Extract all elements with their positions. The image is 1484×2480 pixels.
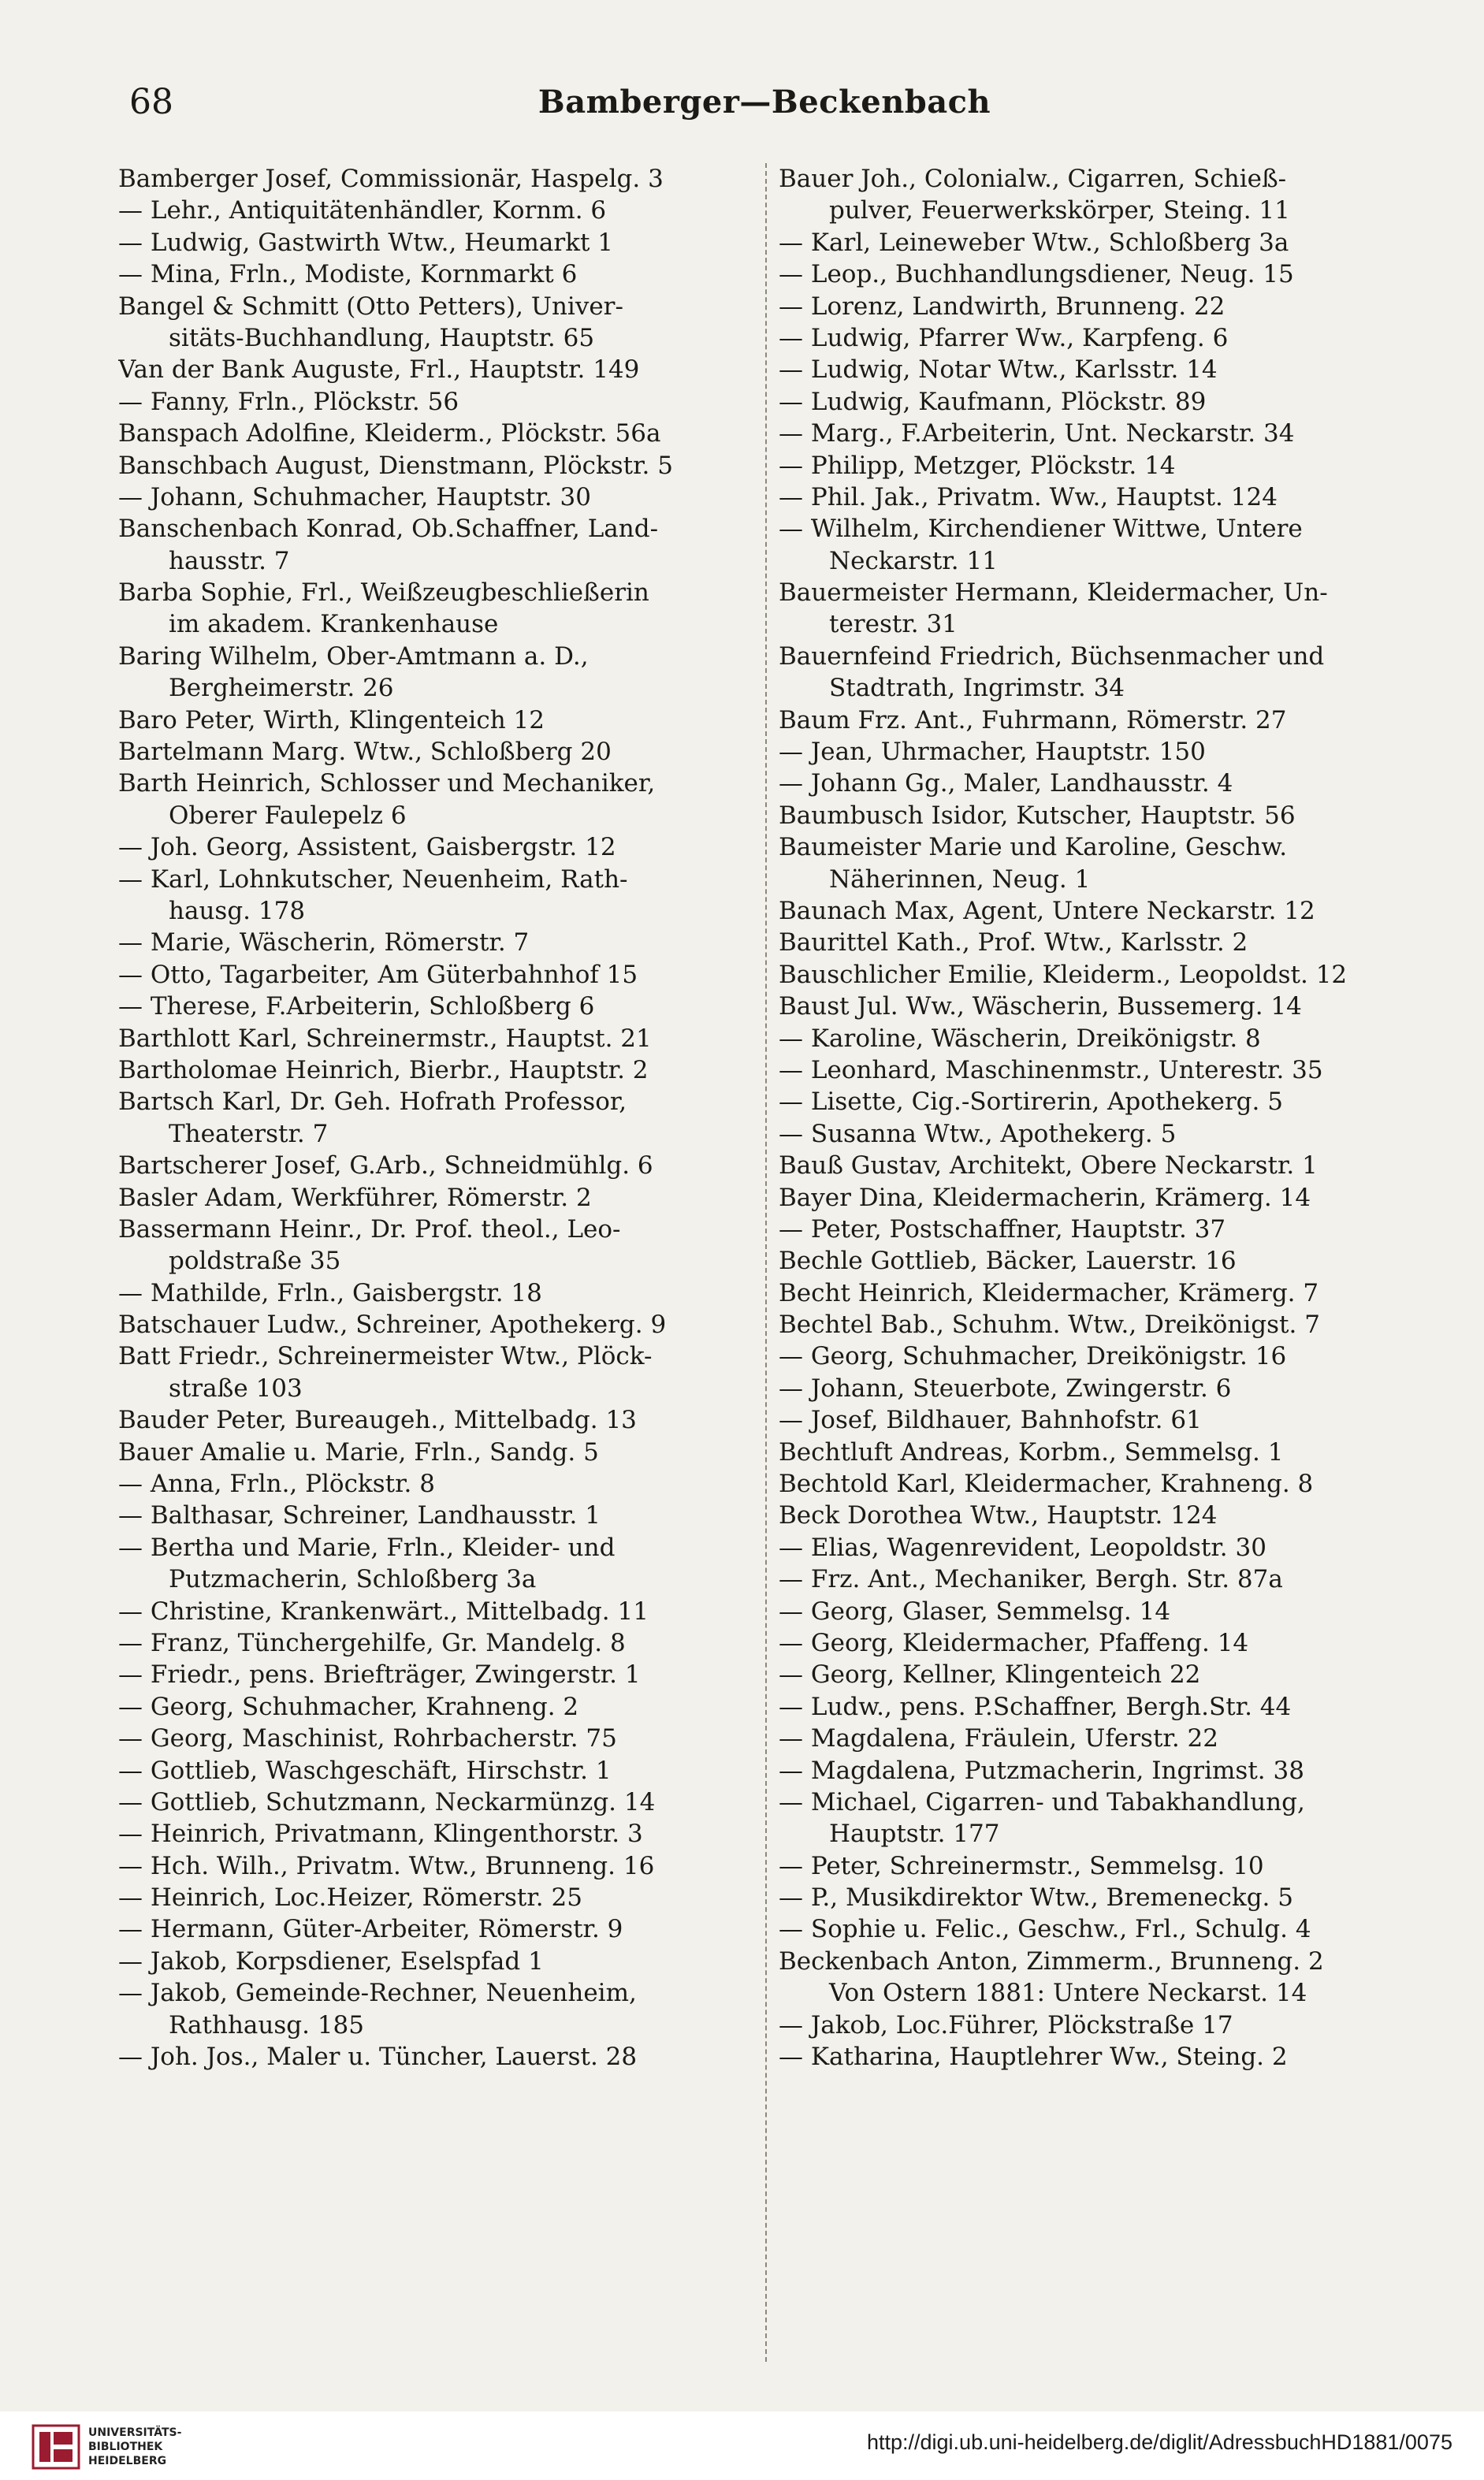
- directory-entry: — Fanny, Frln., Plöckstr. 56: [118, 387, 459, 416]
- directory-entry: Bassermann Heinr., Dr. Prof. theol., Leo-: [118, 1214, 621, 1244]
- entry-continuation: pulver, Feuerwerkskörper, Steing. 11: [829, 196, 1290, 225]
- directory-entry: Bamberger Josef, Commissionär, Haspelg. 3: [118, 165, 664, 193]
- directory-entry: — Jakob, Korpsdiener, Eselspfad 1: [118, 1946, 544, 1976]
- directory-entry: Barth Heinrich, Schlosser und Mechaniker,: [118, 769, 656, 798]
- directory-entry: — Wilhelm, Kirchendiener Wittwe, Untere: [779, 515, 1303, 544]
- directory-entry: — Hermann, Güter-Arbeiter, Römerstr. 9: [118, 1915, 623, 1944]
- directory-entry: Bechtold Karl, Kleidermacher, Krahneng. 8: [779, 1470, 1314, 1499]
- directory-entry: — Georg, Schuhmacher, Krahneng. 2: [118, 1692, 579, 1721]
- entry-continuation: Bergheimerstr. 26: [169, 674, 394, 703]
- directory-entry: Bartscherer Josef, G.Arb., Schneidmühlg. 6: [118, 1151, 653, 1181]
- entry-continuation: hausstr. 7: [169, 546, 290, 575]
- directory-entry: — Joh. Georg, Assistent, Gaisbergstr. 12: [118, 833, 616, 862]
- directory-entry: Baumbusch Isidor, Kutscher, Hauptstr. 56: [779, 801, 1296, 830]
- directory-entry: Bartholomae Heinrich, Bierbr., Hauptstr. 2: [118, 1055, 649, 1084]
- directory-entry: — Peter, Schreinermstr., Semmelsg. 10: [779, 1851, 1264, 1880]
- directory-entry: — Hch. Wilh., Privatm. Wtw., Brunneng. 16: [118, 1851, 655, 1880]
- directory-entry: — Therese, F.Arbeiterin, Schloßberg 6: [118, 992, 595, 1021]
- directory-entry: Baurittel Kath., Prof. Wtw., Karlsstr. 2: [779, 928, 1248, 957]
- directory-entry: — Jakob, Loc.Führer, Plöckstraße 17: [779, 2010, 1233, 2039]
- directory-entry: — Magdalena, Fräulein, Uferstr. 22: [779, 1724, 1218, 1753]
- column-divider: [765, 163, 767, 2362]
- directory-entry: — Philipp, Metzger, Plöckstr. 14: [779, 451, 1176, 480]
- directory-entry: Bangel & Schmitt (Otto Petters), Univer-: [118, 292, 623, 321]
- directory-entry: — Georg, Schuhmacher, Dreikönigstr. 16: [779, 1342, 1287, 1371]
- directory-entry: Bechtel Bab., Schuhm. Wtw., Dreikönigst. 7: [779, 1311, 1320, 1340]
- directory-entry: — Ludwig, Gastwirth Wtw., Heumarkt 1: [118, 228, 614, 257]
- logo-line: BIBLIOTHEK: [88, 2441, 163, 2453]
- directory-entry: Barthlott Karl, Schreinermstr., Hauptst. 21: [118, 1024, 652, 1053]
- directory-entry: — Karl, Leineweber Wtw., Schloßberg 3a: [779, 228, 1289, 257]
- directory-entry: Batt Friedr., Schreinermeister Wtw., Plöck-: [118, 1342, 653, 1371]
- directory-entry: — Michael, Cigarren- und Tabakhandlung,: [779, 1787, 1305, 1816]
- source-url-link[interactable]: http://digi.ub.uni-heidelberg.de/diglit/AdressbuchHD1881/0075: [866, 2430, 1452, 2454]
- directory-entry: — Mina, Frln., Modiste, Kornmarkt 6: [118, 260, 578, 289]
- directory-entry: Bauschlicher Emilie, Kleiderm., Leopoldst. 12: [779, 960, 1348, 989]
- directory-entry: — Georg, Glaser, Semmelsg. 14: [779, 1597, 1171, 1626]
- directory-entry: Batschauer Ludw., Schreiner, Apothekerg. 9: [118, 1311, 667, 1340]
- page-number: 68: [129, 82, 173, 122]
- directory-entry: — Marie, Wäscherin, Römerstr. 7: [118, 928, 530, 957]
- library-seal-icon: [32, 2424, 80, 2470]
- directory-entry: Bayer Dina, Kleidermacherin, Krämerg. 14: [779, 1183, 1311, 1212]
- directory-entry: Baring Wilhelm, Ober-Amtmann a. D.,: [118, 641, 589, 671]
- directory-entry: — Bertha und Marie, Frln., Kleider- und: [118, 1533, 616, 1562]
- directory-entry: Bauß Gustav, Architekt, Obere Neckarstr. 1: [779, 1151, 1318, 1181]
- directory-entry: — Peter, Postschaffner, Hauptstr. 37: [779, 1214, 1226, 1244]
- directory-entry: — Jakob, Gemeinde-Rechner, Neuenheim,: [118, 1979, 637, 2008]
- library-logo[interactable]: [32, 2421, 236, 2473]
- directory-entry: Bechtluft Andreas, Korbm., Semmelsg. 1: [779, 1437, 1284, 1467]
- entry-continuation: Hauptstr. 177: [829, 1820, 1000, 1849]
- directory-entry: — Heinrich, Loc.Heizer, Römerstr. 25: [118, 1883, 582, 1913]
- directory-entry: Beck Dorothea Wtw., Hauptstr. 124: [779, 1501, 1218, 1530]
- entry-continuation: im akadem. Krankenhause: [169, 610, 499, 639]
- entry-continuation: sitäts-Buchhandlung, Hauptstr. 65: [169, 323, 595, 352]
- directory-entry: Baunach Max, Agent, Untere Neckarstr. 12: [779, 896, 1315, 925]
- directory-entry: Banschbach August, Dienstmann, Plöckstr. 5: [118, 451, 673, 480]
- directory-entry: — Leop., Buchhandlungsdiener, Neug. 15: [779, 260, 1294, 289]
- directory-entry: Baust Jul. Ww., Wäscherin, Bussemerg. 14: [779, 992, 1302, 1021]
- directory-entry: — Heinrich, Privatmann, Klingenthorstr. 3: [118, 1820, 643, 1849]
- directory-entry: — Georg, Maschinist, Rohrbacherstr. 75: [118, 1724, 617, 1753]
- directory-entry: Baumeister Marie und Karoline, Geschw.: [779, 833, 1288, 862]
- directory-entry: Van der Bank Auguste, Frl., Hauptstr. 149: [118, 355, 640, 385]
- right-column: [779, 163, 1419, 2362]
- directory-entry: Banspach Adolfine, Kleiderm., Plöckstr. 56a: [118, 419, 661, 448]
- directory-entry: Bartsch Karl, Dr. Geh. Hofrath Professor,: [118, 1088, 627, 1117]
- directory-entry: — Georg, Kleidermacher, Pfaffeng. 14: [779, 1628, 1249, 1657]
- entry-continuation: terestr. 31: [829, 610, 958, 639]
- directory-entry: Bauder Peter, Bureaugeh., Mittelbadg. 13: [118, 1406, 637, 1435]
- directory-entry: — Anna, Frln., Plöckstr. 8: [118, 1470, 435, 1499]
- entry-continuation: Theaterstr. 7: [169, 1119, 329, 1148]
- entry-continuation: Näherinnen, Neug. 1: [829, 864, 1091, 894]
- logo-line: HEIDELBERG: [88, 2455, 167, 2467]
- directory-columns: [118, 163, 1411, 2362]
- directory-entry: — Elias, Wagenrevident, Leopoldstr. 30: [779, 1533, 1266, 1562]
- directory-entry: — Christine, Krankenwärt., Mittelbadg. 11: [118, 1597, 649, 1626]
- directory-entry: Bechle Gottlieb, Bäcker, Lauerstr. 16: [779, 1247, 1237, 1276]
- directory-entry: — Leonhard, Maschinenmstr., Unterestr. 35: [779, 1055, 1323, 1084]
- directory-entry: — Gottlieb, Waschgeschäft, Hirschstr. 1: [118, 1756, 612, 1785]
- directory-entry: Becht Heinrich, Kleidermacher, Krämerg. 7: [779, 1278, 1319, 1307]
- entry-continuation: Stadtrath, Ingrimstr. 34: [829, 674, 1125, 703]
- directory-entry: Baum Frz. Ant., Fuhrmann, Römerstr. 27: [779, 705, 1287, 734]
- directory-entry: — Johann, Steuerbote, Zwingerstr. 6: [779, 1374, 1232, 1403]
- directory-entry: — Sophie u. Felic., Geschw., Frl., Schulg. 4: [779, 1915, 1311, 1944]
- directory-entry: — Friedr., pens. Briefträger, Zwingerstr. 1: [118, 1660, 641, 1690]
- entry-continuation: hausg. 178: [169, 896, 306, 925]
- directory-entry: — Ludwig, Kaufmann, Plöckstr. 89: [779, 387, 1207, 416]
- directory-entry: Bartelmann Marg. Wtw., Schloßberg 20: [118, 738, 612, 767]
- directory-entry: — Lehr., Antiquitätenhändler, Kornm. 6: [118, 196, 607, 225]
- entry-continuation: Putzmacherin, Schloßberg 3a: [169, 1565, 537, 1594]
- directory-entry: Baro Peter, Wirth, Klingenteich 12: [118, 705, 545, 734]
- directory-entry: — Franz, Tünchergehilfe, Gr. Mandelg. 8: [118, 1628, 626, 1657]
- directory-entry: — Ludwig, Notar Wtw., Karlsstr. 14: [779, 355, 1218, 385]
- left-column: [118, 163, 758, 2362]
- library-logo-text: [88, 2426, 181, 2468]
- directory-entry: Banschenbach Konrad, Ob.Schaffner, Land-: [118, 515, 659, 544]
- directory-entry: — Karl, Lohnkutscher, Neuenheim, Rath-: [118, 864, 628, 894]
- running-head: Bamberger—Beckenbach: [537, 84, 991, 121]
- directory-entry: — Georg, Kellner, Klingenteich 22: [779, 1660, 1201, 1690]
- directory-entry: — Balthasar, Schreiner, Landhausstr. 1: [118, 1501, 601, 1530]
- directory-entry: Barba Sophie, Frl., Weißzeugbeschließerin: [118, 578, 649, 608]
- directory-entry: — Frz. Ant., Mechaniker, Bergh. Str. 87a: [779, 1565, 1283, 1594]
- entry-continuation: straße 103: [169, 1374, 303, 1403]
- directory-entry: — Josef, Bildhauer, Bahnhofstr. 61: [779, 1406, 1202, 1435]
- directory-entry: Bauernfeind Friedrich, Büchsenmacher und: [779, 641, 1325, 671]
- directory-entry: — Johann, Schuhmacher, Hauptstr. 30: [118, 482, 591, 511]
- entry-continuation: Von Ostern 1881: Untere Neckarst. 14: [829, 1979, 1307, 2008]
- entry-continuation: Oberer Faulepelz 6: [169, 801, 407, 830]
- directory-entry: Bauermeister Hermann, Kleidermacher, Un-: [779, 578, 1328, 608]
- directory-entry: — Lisette, Cig.-Sortirerin, Apothekerg. 5: [779, 1088, 1283, 1117]
- entry-continuation: Rathhausg. 185: [169, 2010, 364, 2039]
- directory-entry: — Joh. Jos., Maler u. Tüncher, Lauerst. 28: [118, 2043, 638, 2072]
- directory-entry: — Ludwig, Pfarrer Ww., Karpfeng. 6: [779, 323, 1229, 352]
- directory-entry: — Karoline, Wäscherin, Dreikönigstr. 8: [779, 1024, 1261, 1053]
- directory-entry: — Mathilde, Frln., Gaisbergstr. 18: [118, 1278, 542, 1307]
- directory-entry: — Lorenz, Landwirth, Brunneng. 22: [779, 292, 1226, 321]
- directory-entry: — Magdalena, Putzmacherin, Ingrimst. 38: [779, 1756, 1304, 1785]
- entry-continuation: poldstraße 35: [169, 1247, 341, 1276]
- directory-entry: Bauer Amalie u. Marie, Frln., Sandg. 5: [118, 1437, 599, 1467]
- directory-entry: — Otto, Tagarbeiter, Am Güterbahnhof 15: [118, 960, 638, 989]
- directory-entry: — Jean, Uhrmacher, Hauptstr. 150: [779, 738, 1206, 767]
- directory-entry: — Marg., F.Arbeiterin, Unt. Neckarstr. 34: [779, 419, 1295, 448]
- logo-line: UNIVERSITÄTS-: [88, 2426, 182, 2439]
- directory-entry: Bauer Joh., Colonialw., Cigarren, Schieß-: [779, 165, 1287, 193]
- directory-entry: — Gottlieb, Schutzmann, Neckarmünzg. 14: [118, 1787, 656, 1816]
- directory-entry: — P., Musikdirektor Wtw., Bremeneckg. 5: [779, 1883, 1293, 1913]
- directory-entry: — Ludw., pens. P.Schaffner, Bergh.Str. 44: [779, 1692, 1292, 1721]
- page-footer: [0, 2411, 1484, 2480]
- directory-entry: Basler Adam, Werkführer, Römerstr. 2: [118, 1183, 592, 1212]
- directory-entry: — Katharina, Hauptlehrer Ww., Steing. 2: [779, 2043, 1288, 2072]
- directory-entry: — Susanna Wtw., Apothekerg. 5: [779, 1119, 1177, 1148]
- directory-entry: Beckenbach Anton, Zimmerm., Brunneng. 2: [779, 1946, 1324, 1976]
- directory-entry: — Phil. Jak., Privatm. Ww., Hauptst. 124: [779, 482, 1278, 511]
- page-header: [126, 79, 1403, 126]
- directory-entry: — Johann Gg., Maler, Landhausstr. 4: [779, 769, 1233, 798]
- entry-continuation: Neckarstr. 11: [829, 546, 998, 575]
